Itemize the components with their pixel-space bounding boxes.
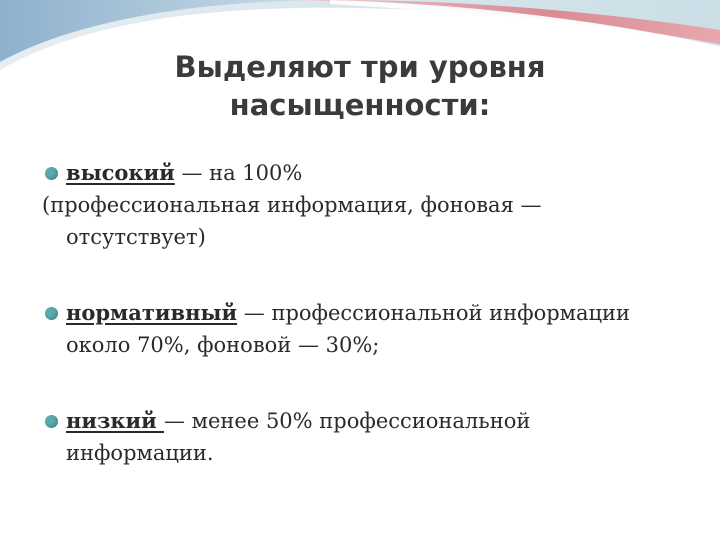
item-line — [42, 297, 692, 329]
item-text-line-2: (профессиональная информация, фоновая — — [42, 193, 542, 217]
item-line — [42, 405, 692, 437]
slide-title — [140, 48, 580, 124]
item-text-line-2: около 70%, фоновой — 30%; — [66, 333, 380, 357]
item-text: — менее 50% профессиональной — [163, 409, 531, 433]
title-line-1: Выделяют три уровня — [174, 50, 546, 84]
term-low: низкий — [66, 408, 164, 433]
bullet-dot-icon — [45, 167, 58, 180]
list-item-high — [42, 157, 692, 253]
item-text: — профессиональной информации — [237, 301, 631, 325]
term-normative: нормативный — [66, 300, 238, 325]
item-line — [42, 157, 692, 189]
list-item-low — [42, 405, 692, 469]
item-text-line-3: отсутствует) — [66, 225, 206, 249]
item-text-line-2: информации. — [66, 441, 214, 465]
bullet-dot-icon — [45, 415, 58, 428]
title-line-2: насыщенности: — [229, 88, 491, 122]
term-high: высокий — [66, 160, 175, 185]
item-text: — на 100% — [174, 161, 303, 185]
list-item-normative — [42, 297, 692, 361]
bullet-dot-icon — [45, 307, 58, 320]
bullet-list — [42, 157, 692, 469]
